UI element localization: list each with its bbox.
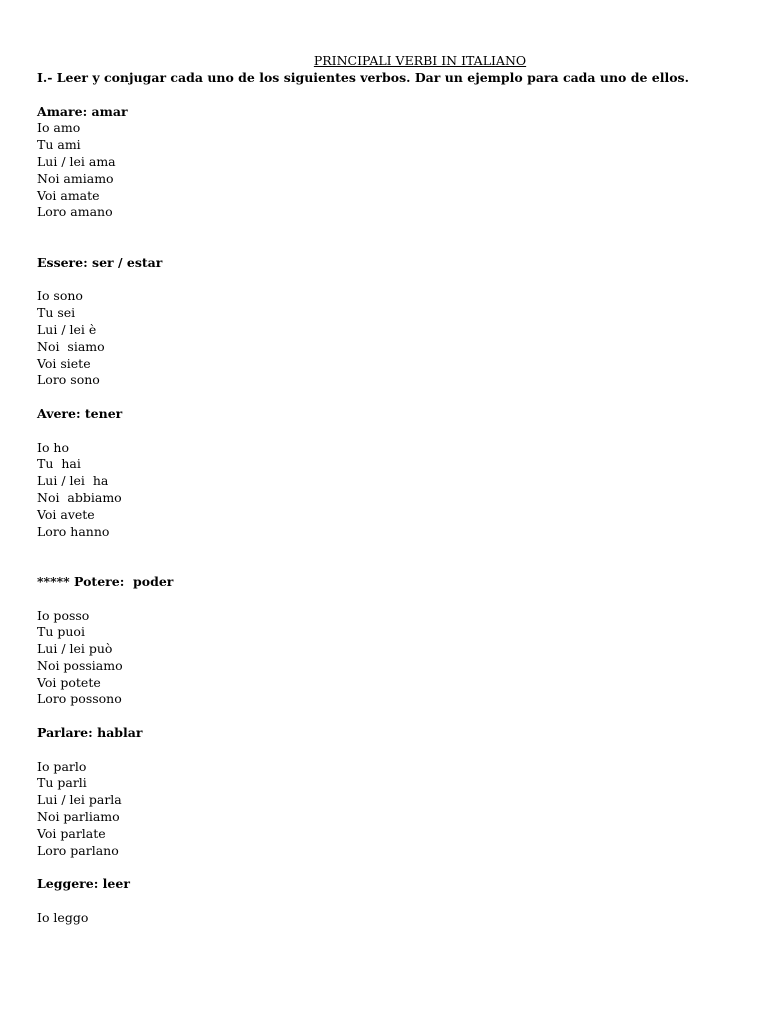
blank-line <box>37 238 748 255</box>
verb-heading: ***** Potere: poder <box>37 573 174 589</box>
blank-line <box>37 423 748 440</box>
blank-line <box>37 859 748 876</box>
blank-line <box>37 221 748 238</box>
conjugation-line: Tu hai <box>37 456 81 472</box>
conjugation-line: Loro parlano <box>37 842 119 858</box>
conjugation-line: Loro amano <box>37 204 113 220</box>
conjugation-line: Lui / lei è <box>37 321 97 337</box>
blank-line <box>37 557 748 574</box>
conjugation-line: Loro possono <box>37 691 122 707</box>
conjugation-line: Noi possiamo <box>37 657 123 673</box>
verb-heading: Parlare: hablar <box>37 725 143 741</box>
blank-line <box>37 893 748 910</box>
conjugation-line: Io ho <box>37 439 70 455</box>
conjugation-line: Voi siete <box>37 355 91 371</box>
conjugation-line: Noi parliamo <box>37 809 120 825</box>
conjugation-line: Lui / lei parla <box>37 792 122 808</box>
verb-heading: Avere: tener <box>37 405 123 421</box>
conjugation-line: Io posso <box>37 607 90 623</box>
blank-line <box>37 591 748 608</box>
document-title: PRINCIPALI VERBI IN ITALIANO <box>313 53 527 68</box>
conjugation-line: Loro hanno <box>37 523 110 539</box>
conjugation-line: Noi amiamo <box>37 170 114 186</box>
conjugation-line: Noi abbiamo <box>37 489 122 505</box>
conjugation-line: Tu sei <box>37 305 76 321</box>
conjugation-line: Loro sono <box>37 372 100 388</box>
blank-line <box>37 708 748 725</box>
document-body <box>37 70 748 927</box>
verb-heading: Essere: ser / estar <box>37 254 163 270</box>
verb-heading: Leggere: leer <box>37 876 130 892</box>
conjugation-line: Io sono <box>37 288 83 304</box>
conjugation-line: Tu ami <box>37 137 81 153</box>
conjugation-line: Io amo <box>37 120 81 136</box>
blank-line <box>37 742 748 759</box>
conjugation-line: Tu parli <box>37 775 87 791</box>
blank-line <box>37 87 748 104</box>
blank-line <box>37 389 748 406</box>
verb-heading: Amare: amar <box>37 103 128 119</box>
conjugation-line: Lui / lei ama <box>37 153 116 169</box>
instruction-text: I.- Leer y conjugar cada uno de los siguientes verbos. Dar un ejemplo para cada uno de ellos. <box>37 70 689 85</box>
conjugation-line: Noi siamo <box>37 338 105 354</box>
conjugation-line: Lui / lei può <box>37 641 113 657</box>
blank-line <box>37 540 748 557</box>
conjugation-line: Voi parlate <box>37 825 106 841</box>
conjugation-line: Voi amate <box>37 187 100 203</box>
conjugation-line: Voi avete <box>37 506 95 522</box>
conjugation-line: Io leggo <box>37 909 89 925</box>
conjugation-line: Voi potete <box>37 674 101 690</box>
conjugation-line: Io parlo <box>37 758 87 774</box>
conjugation-line: Tu puoi <box>37 624 85 640</box>
blank-line <box>37 272 748 289</box>
conjugation-line: Lui / lei ha <box>37 473 109 489</box>
